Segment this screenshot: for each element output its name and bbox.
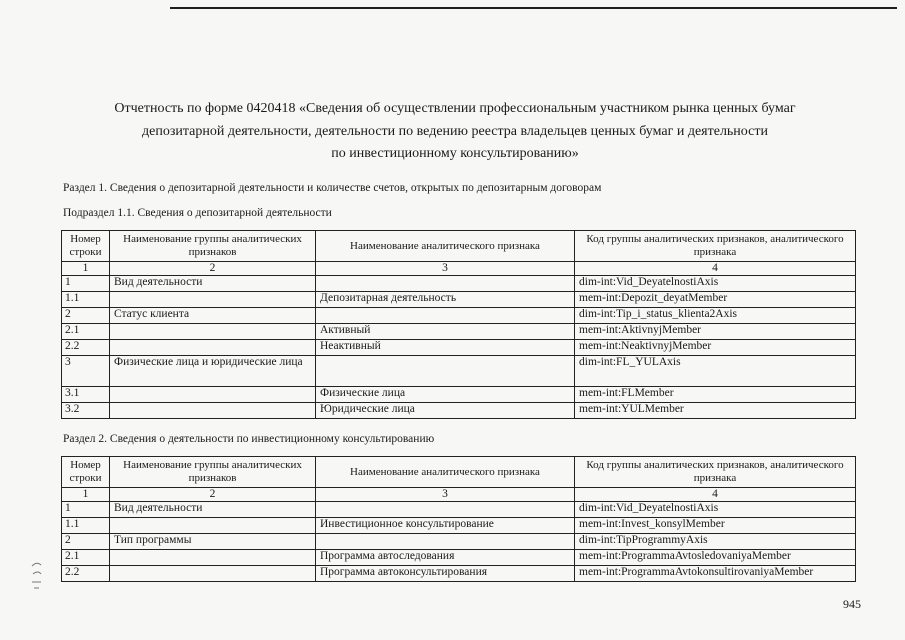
group-name: Тип программы bbox=[110, 534, 316, 550]
col-header-code: Код группы аналитических признаков, аналитического признака bbox=[575, 231, 856, 262]
col-header-feature-name: Наименование аналитического признака bbox=[316, 231, 575, 262]
feature-name: Программа автоконсультирования bbox=[316, 566, 575, 582]
code: mem-int:FLMember bbox=[575, 387, 856, 403]
group-name bbox=[110, 518, 316, 534]
row-number: 2.1 bbox=[62, 550, 110, 566]
feature-name: Депозитарная деятельность bbox=[316, 292, 575, 308]
table-row bbox=[62, 324, 856, 340]
table-row bbox=[62, 534, 856, 550]
col-header-code: Код группы аналитических признаков, аналитического признака bbox=[575, 457, 856, 488]
table-row bbox=[62, 550, 856, 566]
col-header-group-name: Наименование группы аналитических признаков bbox=[110, 457, 316, 488]
feature-name: Инвестиционное консультирование bbox=[316, 518, 575, 534]
code: mem-int:Depozit_deyatMember bbox=[575, 292, 856, 308]
scan-margin-mark bbox=[30, 560, 44, 592]
document-title bbox=[60, 98, 850, 166]
row-number: 1 bbox=[62, 276, 110, 292]
column-number-row bbox=[62, 488, 856, 502]
row-number: 1.1 bbox=[62, 518, 110, 534]
table-row bbox=[62, 502, 856, 518]
table-row bbox=[62, 292, 856, 308]
code: dim-int:TipProgrammyAxis bbox=[575, 534, 856, 550]
row-number: 3 bbox=[62, 356, 110, 387]
col-header-group-name: Наименование группы аналитических признаков bbox=[110, 231, 316, 262]
group-name bbox=[110, 324, 316, 340]
feature-name: Физические лица bbox=[316, 387, 575, 403]
column-number: 3 bbox=[316, 262, 575, 276]
table-row bbox=[62, 566, 856, 582]
column-number: 2 bbox=[110, 262, 316, 276]
code: mem-int:ProgrammaAvtosledovaniyaMember bbox=[575, 550, 856, 566]
row-number: 3.2 bbox=[62, 403, 110, 419]
group-name bbox=[110, 340, 316, 356]
table-header-row bbox=[62, 231, 856, 262]
code: dim-int:Vid_DeyatelnostiAxis bbox=[575, 276, 856, 292]
group-name bbox=[110, 566, 316, 582]
row-number: 2 bbox=[62, 534, 110, 550]
feature-name: Активный bbox=[316, 324, 575, 340]
table-row bbox=[62, 403, 856, 419]
table-depository-activity bbox=[61, 230, 856, 419]
feature-name bbox=[316, 534, 575, 550]
column-number: 1 bbox=[62, 488, 110, 502]
group-name bbox=[110, 387, 316, 403]
table-row bbox=[62, 387, 856, 403]
group-name bbox=[110, 403, 316, 419]
group-name: Статус клиента bbox=[110, 308, 316, 324]
column-number: 4 bbox=[575, 488, 856, 502]
row-number: 2.2 bbox=[62, 340, 110, 356]
group-name: Вид деятельности bbox=[110, 276, 316, 292]
row-number: 3.1 bbox=[62, 387, 110, 403]
code: mem-int:AktivnyjMember bbox=[575, 324, 856, 340]
code: mem-int:YULMember bbox=[575, 403, 856, 419]
code: dim-int:Tip_i_status_klienta2Axis bbox=[575, 308, 856, 324]
feature-name: Юридические лица bbox=[316, 403, 575, 419]
col-header-feature-name: Наименование аналитического признака bbox=[316, 457, 575, 488]
code: mem-int:ProgrammaAvtokonsultirovaniyaMember bbox=[575, 566, 856, 582]
table-investment-consulting bbox=[61, 456, 856, 582]
subsection1-heading: Подраздел 1.1. Сведения о депозитарной деятельности bbox=[63, 207, 332, 219]
column-number: 3 bbox=[316, 488, 575, 502]
table-header-row bbox=[62, 457, 856, 488]
table-row bbox=[62, 356, 856, 387]
code: mem-int:NeaktivnyjMember bbox=[575, 340, 856, 356]
feature-name bbox=[316, 356, 575, 387]
group-name bbox=[110, 292, 316, 308]
row-number: 2.1 bbox=[62, 324, 110, 340]
group-name bbox=[110, 550, 316, 566]
table-row bbox=[62, 340, 856, 356]
table-row bbox=[62, 518, 856, 534]
section2-heading: Раздел 2. Сведения о деятельности по инвестиционному консультированию bbox=[63, 433, 435, 445]
feature-name: Программа автоследования bbox=[316, 550, 575, 566]
row-number: 2 bbox=[62, 308, 110, 324]
row-number: 2.2 bbox=[62, 566, 110, 582]
feature-name bbox=[316, 308, 575, 324]
table-row bbox=[62, 276, 856, 292]
row-number: 1.1 bbox=[62, 292, 110, 308]
column-number: 1 bbox=[62, 262, 110, 276]
title-line: по инвестиционному консультированию» bbox=[331, 146, 579, 161]
feature-name bbox=[316, 502, 575, 518]
column-number: 4 bbox=[575, 262, 856, 276]
code: dim-int:Vid_DeyatelnostiAxis bbox=[575, 502, 856, 518]
title-line: Отчетность по форме 0420418 «Сведения об осуществлении профессиональным участником рынка ценных бумаг bbox=[114, 101, 796, 116]
feature-name: Неактивный bbox=[316, 340, 575, 356]
col-header-row-number: Номер строки bbox=[62, 231, 110, 262]
group-name: Физические лица и юридические лица bbox=[110, 356, 316, 387]
code: dim-int:FL_YULAxis bbox=[575, 356, 856, 387]
col-header-row-number: Номер строки bbox=[62, 457, 110, 488]
page-number: 945 bbox=[843, 597, 861, 611]
top-rule bbox=[170, 7, 897, 9]
column-number-row bbox=[62, 262, 856, 276]
table-row bbox=[62, 308, 856, 324]
title-line: депозитарной деятельности, деятельности по ведению реестра владельцев ценных бумаг и деятельности bbox=[142, 123, 768, 139]
code: mem-int:Invest_konsylMember bbox=[575, 518, 856, 534]
column-number: 2 bbox=[110, 488, 316, 502]
feature-name bbox=[316, 276, 575, 292]
row-number: 1 bbox=[62, 502, 110, 518]
group-name: Вид деятельности bbox=[110, 502, 316, 518]
section1-heading: Раздел 1. Сведения о депозитарной деятельности и количестве счетов, открытых по депозитарным договорам bbox=[63, 182, 602, 194]
